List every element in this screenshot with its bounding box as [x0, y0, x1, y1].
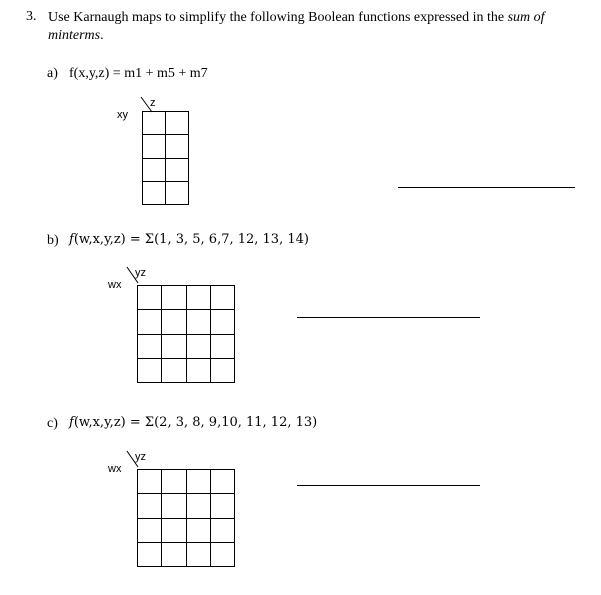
- kmap-cell[interactable]: [162, 358, 186, 382]
- kmap-cell[interactable]: [143, 181, 166, 204]
- part-c-kmap-grid: [137, 469, 235, 567]
- part-b-equals: =: [125, 232, 145, 247]
- part-b-kmap-grid: [137, 285, 235, 383]
- kmap-cell[interactable]: [186, 518, 210, 542]
- part-a-row-var: xy: [117, 109, 128, 121]
- part-c-expression: [69, 415, 317, 430]
- kmap-cell[interactable]: [138, 358, 162, 382]
- kmap-cell[interactable]: [186, 358, 210, 382]
- kmap-cell[interactable]: [138, 518, 162, 542]
- kmap-cell[interactable]: [186, 542, 210, 566]
- kmap-cell[interactable]: [210, 494, 234, 518]
- part-c-row-var: wx: [108, 463, 122, 475]
- part-a-function: f(x,y,z): [69, 66, 110, 81]
- kmap-cell[interactable]: [186, 494, 210, 518]
- part-a-expression: [69, 66, 208, 82]
- part-c-answer-line[interactable]: [297, 485, 480, 486]
- question-text: [48, 9, 568, 45]
- kmap-cell[interactable]: [210, 518, 234, 542]
- kmap-cell[interactable]: [162, 286, 186, 310]
- part-c-equals: =: [125, 415, 145, 430]
- kmap-cell[interactable]: [138, 542, 162, 566]
- part-b-col-var: yz: [135, 267, 146, 279]
- kmap-cell[interactable]: [210, 470, 234, 494]
- kmap-cell[interactable]: [138, 470, 162, 494]
- part-a-col-var: z: [150, 97, 156, 109]
- kmap-cell[interactable]: [166, 135, 189, 158]
- kmap-cell[interactable]: [138, 310, 162, 334]
- kmap-cell[interactable]: [162, 310, 186, 334]
- kmap-cell[interactable]: [138, 334, 162, 358]
- kmap-cell[interactable]: [162, 470, 186, 494]
- part-c-args: (w,x,y,z): [73, 415, 126, 430]
- part-a-kmap-grid: [142, 111, 189, 205]
- kmap-cell[interactable]: [166, 112, 189, 135]
- kmap-cell[interactable]: [138, 494, 162, 518]
- part-a-answer-line[interactable]: [398, 187, 575, 188]
- part-a-equals: =: [109, 66, 125, 81]
- part-b-label: b): [47, 233, 59, 248]
- part-b-row-var: wx: [108, 279, 122, 291]
- question-text-end: .: [100, 28, 104, 43]
- kmap-cell[interactable]: [162, 542, 186, 566]
- kmap-cell[interactable]: [166, 181, 189, 204]
- kmap-cell[interactable]: [186, 286, 210, 310]
- part-a-terms: m1 + m5 + m7: [124, 66, 208, 81]
- part-c-function: f: [69, 415, 74, 430]
- kmap-cell[interactable]: [210, 542, 234, 566]
- part-b-answer-line[interactable]: [297, 317, 480, 318]
- part-c-col-var: yz: [135, 451, 146, 463]
- kmap-cell[interactable]: [210, 334, 234, 358]
- part-a-label: a): [47, 66, 58, 81]
- kmap-cell[interactable]: [138, 286, 162, 310]
- kmap-cell[interactable]: [143, 158, 166, 181]
- question-text-emphasis: sum of minterms: [48, 10, 545, 43]
- question-text-main: Use Karnaugh maps to simplify the following Boolean functions expressed in the: [48, 10, 508, 25]
- kmap-cell[interactable]: [186, 334, 210, 358]
- kmap-cell[interactable]: [210, 310, 234, 334]
- kmap-cell[interactable]: [162, 494, 186, 518]
- kmap-cell[interactable]: [162, 334, 186, 358]
- kmap-cell[interactable]: [186, 310, 210, 334]
- part-b-function: f: [69, 232, 74, 247]
- question-number: 3.: [26, 9, 37, 24]
- part-b-expression: [69, 232, 309, 247]
- kmap-cell[interactable]: [143, 135, 166, 158]
- part-c-terms: Σ(2, 3, 8, 9,10, 11, 12, 13): [144, 415, 318, 430]
- part-b-args: (w,x,y,z): [73, 232, 126, 247]
- kmap-cell[interactable]: [162, 518, 186, 542]
- kmap-cell[interactable]: [210, 286, 234, 310]
- part-c-label: c): [47, 416, 58, 431]
- kmap-cell[interactable]: [143, 112, 166, 135]
- kmap-cell[interactable]: [166, 158, 189, 181]
- kmap-cell[interactable]: [186, 470, 210, 494]
- kmap-cell[interactable]: [210, 358, 234, 382]
- part-b-terms: Σ(1, 3, 5, 6,7, 12, 13, 14): [144, 232, 309, 247]
